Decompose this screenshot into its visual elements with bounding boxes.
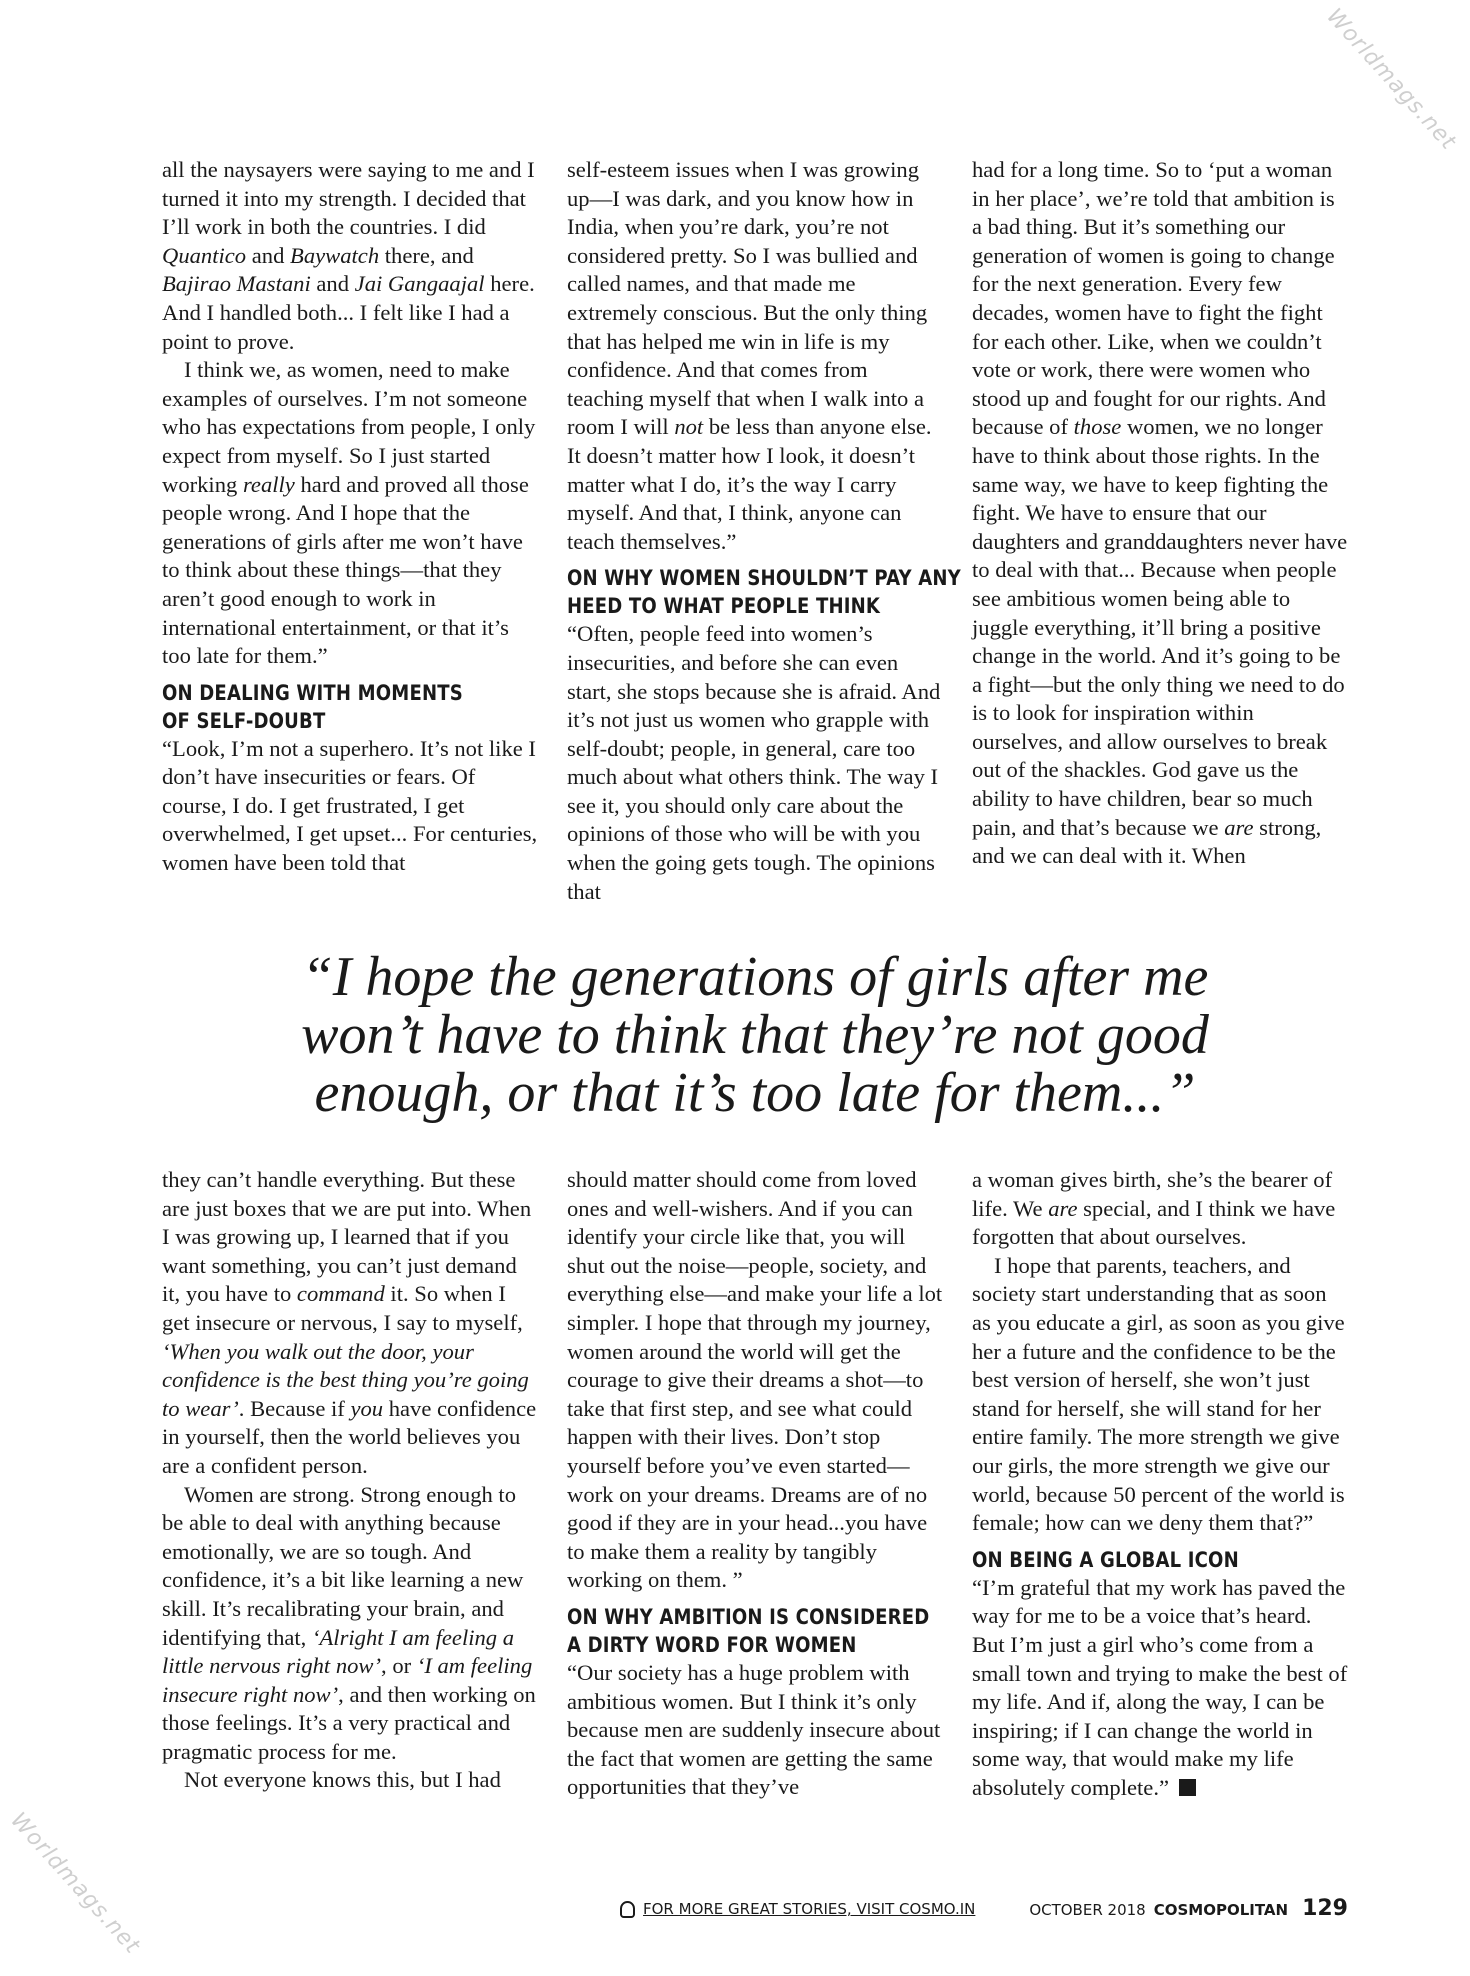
paragraph: Not everyone knows this, but I had [184, 1767, 501, 1793]
bottom-column-1 [162, 1166, 538, 1802]
watermark-top: Worldmags.net [1321, 4, 1461, 156]
paragraph: had for a long time. So to ‘put a woman in her place’, we’re told that ambition is a bad thing. But it’s something our generation of women is going to change for the next generation. Every few decades, women have to fight the fight for each other. Like, when we couldn’t vote or work, there were women who stood up and fought for our rights. And because of those women, we no longer have to think about those rights. In the same way, we have to keep fighting the fight. We have to ensure that our daughters and granddaughters never have to deal with that... Because when people see ambitious women being able to juggle everything, it’ll bring a positive change in the world. And it’s going to be a fight—but the only thing we need to do is to look for inspiration within ourselves, and allow ourselves to break out of the shackles. God gave us the ability to have children, bear so much pain, and that’s because we are strong, and we can deal with it. When [972, 157, 1348, 869]
pull-quote: “I hope the generations of girls after me won’t have to think that they’re not good enough, or that it’s too late for them...” [301, 946, 1209, 1124]
paragraph: self-esteem issues when I was growing up—I was dark, and you know how in India, when you’re dark, you’re not considered pretty. So I was bullied and called names, and that made me extremely conscious. But the only thing that has helped me win in life is my confidence. And that comes from teaching myself that when I walk into a room I will not be less than anyone else. It doesn’t matter how I look, it doesn’t matter what I do, it’s the way I carry myself. And that, I think, anyone can teach themselves.” [567, 157, 932, 554]
end-mark-icon [1179, 1779, 1196, 1796]
paragraph: “I’m grateful that my work has paved the way for me to be a voice that’s heard. But I’m just a girl who’s come from a small town and trying to make the best of my life. And if, along the way, I can be inspiring; if I can change the world in some way, that would make my life absolutely complete.” [972, 1574, 1348, 1800]
top-column-2 [567, 156, 961, 906]
watermark-bottom: Worldmags.net [5, 1808, 145, 1960]
paragraph: all the naysayers were saying to me and I turned it into my strength. I decided that I’ll work in both the countries. I did Quantico and Baywatch there, and Bajirao Mastani and Jai Gangaajal here. And I handled both... I felt like I had a point to prove. [162, 157, 535, 354]
top-column-3 [972, 156, 1348, 906]
footer-link-text[interactable]: FOR MORE GREAT STORIES, VISIT COSMO.IN [643, 1900, 976, 1918]
footer-folio [1029, 1896, 1348, 1921]
paragraph: Women are strong. Strong enough to be able to deal with anything because emotionally, we are so tough. And confidence, it’s a bit like learning a new skill. It’s recalibrating your brain, and identifying that, ‘Alright I am feeling a little nervous right now’, or ‘I am feeling insecure right now’, and then working on those feelings. It’s a very practical and pragmatic process for me. [162, 1481, 536, 1764]
section-heading: ON DEALING WITH MOMENTS OF SELF-DOUBT [162, 680, 463, 733]
top-column-1 [162, 156, 538, 906]
top-columns [162, 156, 1348, 906]
bottom-columns [162, 1166, 1348, 1802]
paragraph: I hope that parents, teachers, and society start understanding that as soon as you educate a girl, as soon as you give her a future and the confidence to be the best version of herself, she won’t just stand for herself, she will stand for her entire family. The more strength we give our girls, the more strength we give our world, because 50 percent of the world is female; how can we deny them that?” [972, 1252, 1345, 1536]
bottom-column-3 [972, 1166, 1348, 1802]
paragraph: a woman gives birth, she’s the bearer of life. We are special, and I think we have forgotten that about ourselves. [972, 1167, 1336, 1250]
paragraph: I think we, as women, need to make examples of ourselves. I’m not someone who has expectations from people, I only expect from myself. So I just started working really hard and proved all those people wrong. And I hope that the generations of girls after me won’t have to think about these things—that they aren’t good enough to work in international entertainment, or that it’s too late for them.” [162, 357, 536, 669]
paragraph: “Our society has a huge problem with ambitious women. But I think it’s only because men are suddenly insecure about the fact that women are getting the same opportunities that they’ve [567, 1659, 941, 1800]
page-footer [0, 1892, 1470, 1932]
bottom-column-2 [567, 1166, 943, 1802]
footer-link[interactable] [620, 1900, 975, 1918]
page-number: 129 [1302, 1896, 1348, 1921]
section-heading: ON WHY WOMEN SHOULDN’T PAY ANY HEED TO WHAT PEOPLE THINK [567, 566, 961, 619]
paragraph: “Look, I’m not a superhero. It’s not like I don’t have insecurities or fears. Of course, I do. I get frustrated, I get overwhelmed, I get upset... For centuries, women have been told that [162, 735, 538, 876]
section-heading: ON BEING A GLOBAL ICON [972, 1547, 1239, 1572]
section-heading: ON WHY AMBITION IS CONSIDERED A DIRTY WORD FOR WOMEN [567, 1604, 930, 1657]
paragraph: they can’t handle everything. But these are just boxes that we are put into. When I was growing up, I learned that if you want something, you can’t just demand it, you have to command it. So when I get insecure or nervous, I say to myself, ‘When you walk out the door, your confidence is the best thing you’re going to wear’. Because if you have confidence in yourself, then the world believes you are a confident person. [162, 1167, 537, 1478]
hand-pointer-icon [620, 1901, 635, 1918]
magazine-name: COSMOPOLITAN [1153, 1901, 1289, 1919]
paragraph: should matter should come from loved ones and well-wishers. And if you can identify your circle like that, you will shut out the noise—people, society, and everything else—and make your life a lot simpler. I hope that through my journey, women around the world will get the courage to give their dreams a shot—to take that first step, and see what could happen with their lives. Don’t stop yourself before you’ve even started—work on your dreams. Dreams are of no good if they are in your head...you have to make them a reality by tangibly working on them. ” [567, 1167, 943, 1593]
issue-date: OCTOBER 2018 [1029, 1901, 1146, 1919]
paragraph: “Often, people feed into women’s insecurities, and before she can even start, she stops because she is afraid. And it’s not just us women who grapple with self-doubt; people, in general, care too much about what others think. The way I see it, you should only care about the opinions of those who will be with you when the going gets tough. The opinions that [567, 621, 941, 904]
